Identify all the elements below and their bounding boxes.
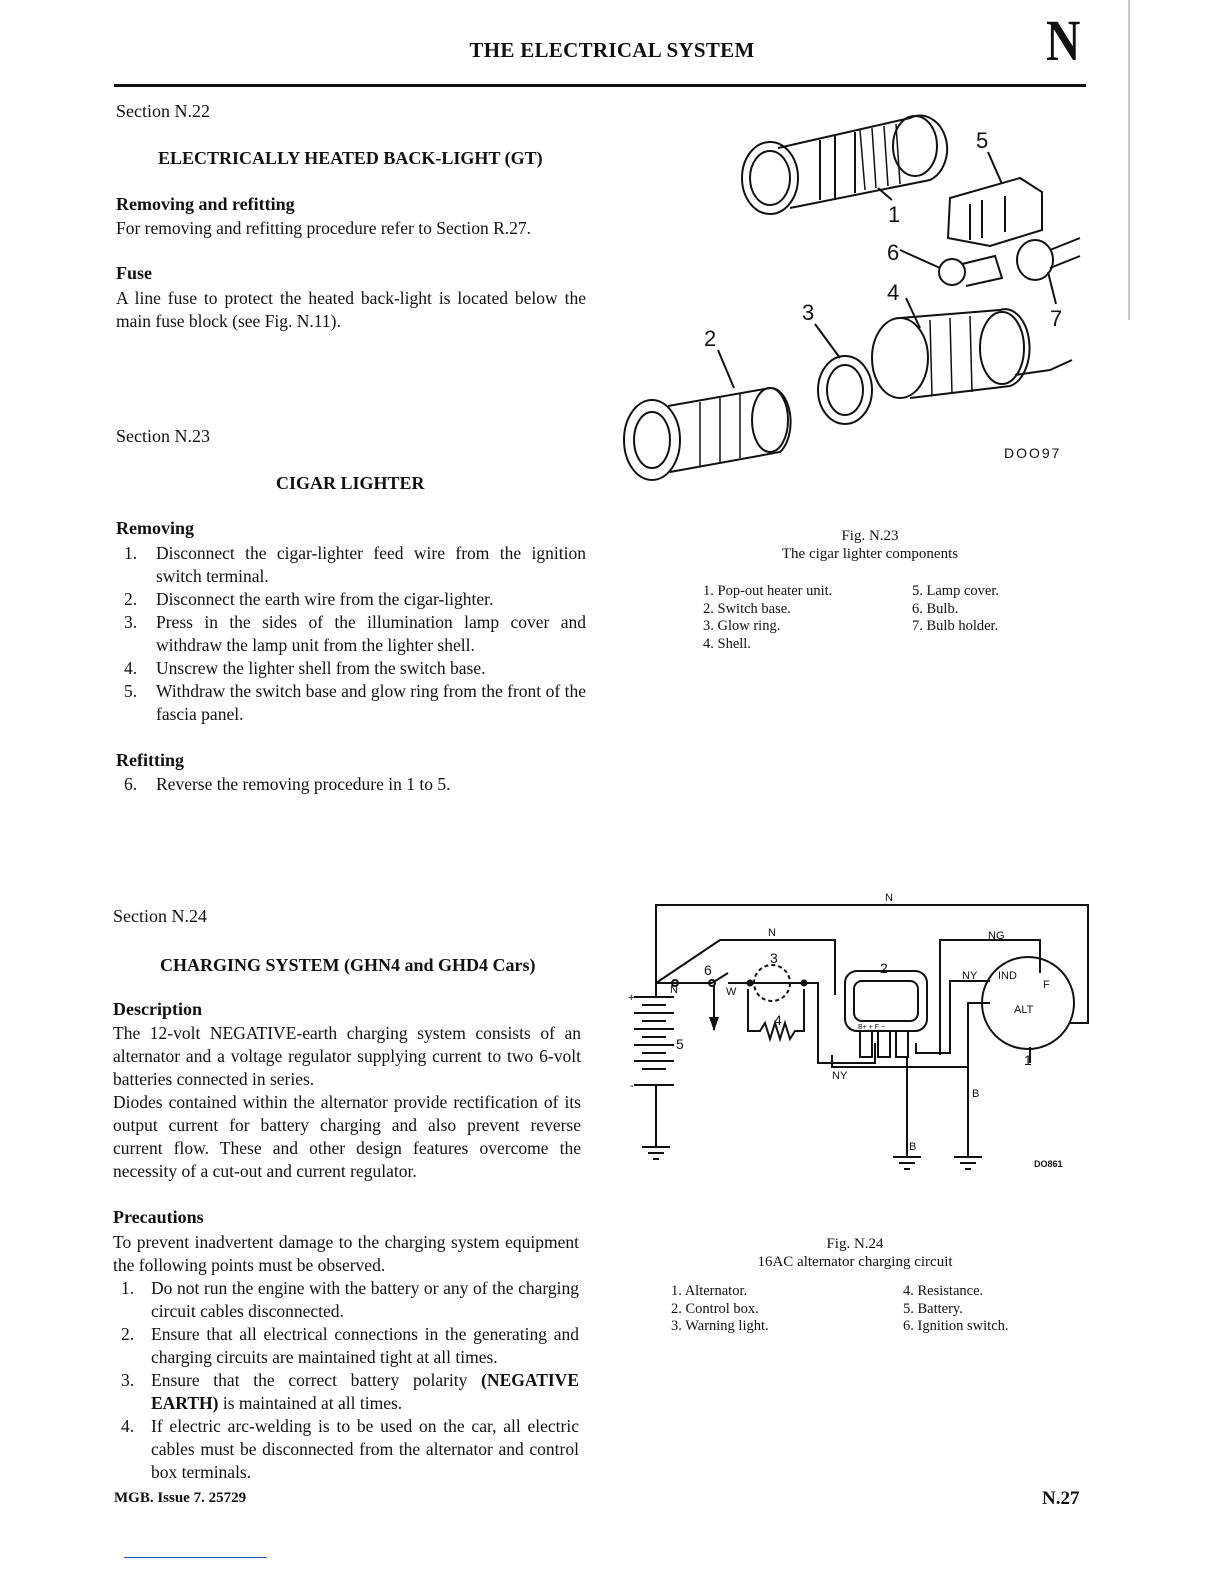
fig24-code: DO861 — [1034, 1159, 1063, 1169]
component-number-6: 6 — [704, 962, 712, 978]
section-n24-label: Section N.24 — [113, 906, 207, 926]
n24-precautions-intro: To prevent inadvertent damage to the charging system equipment the following points must be observed. — [113, 1232, 579, 1275]
wire-label-ng: NG — [988, 930, 1005, 942]
description-paragraph-1: The 12-volt NEGATIVE-earth charging system consists of an alternator and a voltage regulator supplying current to two 6-volt batteries connected in series. — [113, 1023, 581, 1089]
n24-precautions-list — [113, 1277, 579, 1484]
fig23-legend — [703, 583, 1063, 658]
control-box-terminals: B+ + F − — [858, 1024, 886, 1031]
wire-label-b-bottom: B — [909, 1141, 917, 1153]
glow-ring — [818, 356, 872, 424]
callout-3: 3 — [802, 300, 815, 325]
terminal-f: F — [1043, 979, 1050, 991]
list-item: 1. Do not run the engine with the battery or any of the charging circuit cables disconnected. — [121, 1278, 579, 1321]
fig23-code: DOO97 — [1004, 445, 1062, 461]
header-rule — [114, 84, 1086, 87]
page-title: THE ELECTRICAL SYSTEM — [469, 38, 755, 62]
callout-1: 1 — [888, 202, 901, 227]
legend-item: 5. Battery. — [903, 1300, 963, 1317]
legend-item: 1. Alternator. — [671, 1283, 748, 1299]
legend-item: 6. Ignition switch. — [903, 1318, 1009, 1334]
n23-removing-steps — [116, 542, 586, 726]
fig24-legend — [671, 1283, 1051, 1339]
list-item: 2. Ensure that all electrical connections in the generating and charging circuits are maintained tight at all times. — [121, 1324, 579, 1367]
lamp-cover — [948, 178, 1042, 246]
n23-refitting-steps — [116, 773, 586, 796]
legend-item: 5. Lamp cover. — [912, 583, 999, 599]
switch-base — [624, 388, 791, 480]
bottom-rule — [124, 1557, 267, 1558]
list-item: 3. Ensure that the correct battery polarity (NEGATIVE EARTH) is maintained at all times. — [121, 1370, 579, 1413]
legend-item: 1. Pop-out heater unit. — [703, 583, 833, 599]
arrow-head — [709, 1017, 719, 1031]
component-number-3: 3 — [770, 950, 778, 966]
terminal-alt: ALT — [1014, 1004, 1034, 1016]
n22-fuse-text: A line fuse to protect the heated back-light is located below the main fuse block (see Fig. N.11). — [116, 288, 586, 331]
callout-6: 6 — [887, 240, 900, 265]
fig23-caption-title: Fig. N.23 — [841, 528, 899, 544]
wire-label-n-left: N — [670, 984, 678, 996]
legend-item: 6. Bulb. — [912, 600, 959, 617]
n24-description-title: Description — [113, 999, 202, 1019]
component-number-2: 2 — [880, 960, 888, 976]
legend-item: 4. Shell. — [703, 635, 751, 652]
wire-label-n-top: N — [885, 892, 893, 904]
legend-item: 3. Glow ring. — [703, 618, 781, 634]
callout-7: 7 — [1050, 306, 1063, 331]
list-item: 6. Reverse the removing procedure in 1 to 5. — [124, 774, 451, 794]
fig23-caption-text: The cigar lighter components — [781, 546, 959, 562]
shell — [872, 309, 1072, 398]
section-n22-heading: ELECTRICALLY HEATED BACK-LIGHT (GT) — [158, 148, 543, 168]
legend-item: 3. Warning light. — [671, 1318, 769, 1334]
fig24-caption-title: Fig. N.24 — [826, 1236, 884, 1252]
section-n22-label: Section N.22 — [116, 101, 210, 121]
circuit-wires — [634, 905, 1088, 1169]
list-item: 4. If electric arc-welding is to be used on the car, all electric cables must be disconnected from the alternator and control box terminals. — [121, 1416, 579, 1482]
list-item: 1. Disconnect the cigar-lighter feed wire from the ignition switch terminal. — [124, 543, 586, 586]
fig23-caption — [700, 527, 1040, 563]
component-number-1: 1 — [1024, 1052, 1032, 1068]
legend-item: 7. Bulb holder. — [912, 618, 999, 634]
section-n23-heading: CIGAR LIGHTER — [276, 473, 425, 493]
fig24-caption-text: 16AC alternator charging circuit — [757, 1254, 953, 1270]
callout-4: 4 — [887, 280, 900, 305]
fig24-caption — [670, 1235, 1040, 1271]
component-number-5: 5 — [676, 1036, 684, 1052]
wire-label-w: W — [726, 986, 737, 998]
n22-removing-text: For removing and refitting procedure refer to Section R.27. — [116, 218, 532, 238]
n23-removing-title: Removing — [116, 518, 194, 538]
list-item: 3. Press in the sides of the illumination lamp cover and withdraw the lamp unit from the lighter shell. — [124, 612, 586, 655]
n24-precautions-title: Precautions — [113, 1207, 204, 1227]
callout-leaders — [718, 152, 1056, 388]
fig-n23-cigar-lighter-drawing — [610, 100, 1090, 510]
description-paragraph-2: Diodes contained within the alternator provide rectification of its output current for battery charging and also prevent reverse current flow. These and other design features overcome the necessity of a cut-out and current regulator. — [113, 1092, 581, 1181]
page-number: N.27 — [1042, 1488, 1080, 1509]
n23-refitting-title: Refitting — [116, 750, 184, 770]
battery-plus: + — [628, 992, 635, 1004]
wire-label-n-mid: N — [768, 927, 776, 939]
footer-issue: MGB. Issue 7. 25729 — [114, 1490, 247, 1506]
wire-label-b-right: B — [972, 1088, 980, 1100]
bulb — [939, 256, 1002, 286]
fig-n24-charging-circuit — [620, 885, 1100, 1185]
callout-2: 2 — [704, 326, 717, 351]
chapter-letter: N — [1046, 8, 1081, 73]
list-item: 4. Unscrew the lighter shell from the switch base. — [124, 658, 486, 678]
n22-removing-title: Removing and refitting — [116, 194, 295, 214]
section-n23-label: Section N.23 — [116, 426, 210, 446]
n22-fuse-title: Fuse — [116, 263, 152, 283]
wire-label-ny-right: NY — [962, 970, 978, 982]
legend-item: 4. Resistance. — [903, 1283, 984, 1299]
callout-5: 5 — [976, 128, 989, 153]
wire-label-ny-bottom: NY — [832, 1070, 848, 1082]
terminal-ind: IND — [998, 970, 1017, 982]
legend-item: 2. Switch base. — [703, 600, 791, 617]
section-n24-heading: CHARGING SYSTEM (GHN4 and GHD4 Cars) — [160, 955, 536, 975]
component-number-4: 4 — [774, 1012, 782, 1028]
battery-minus: - — [630, 1080, 634, 1092]
n24-description — [113, 1022, 581, 1183]
list-item: 5. Withdraw the switch base and glow ring from the front of the fascia panel. — [124, 681, 586, 724]
legend-item: 2. Control box. — [671, 1300, 759, 1317]
page-edge-divider — [1128, 0, 1130, 320]
pop-out-heater-unit — [742, 116, 947, 214]
list-item: 2. Disconnect the earth wire from the cigar-lighter. — [124, 589, 494, 609]
